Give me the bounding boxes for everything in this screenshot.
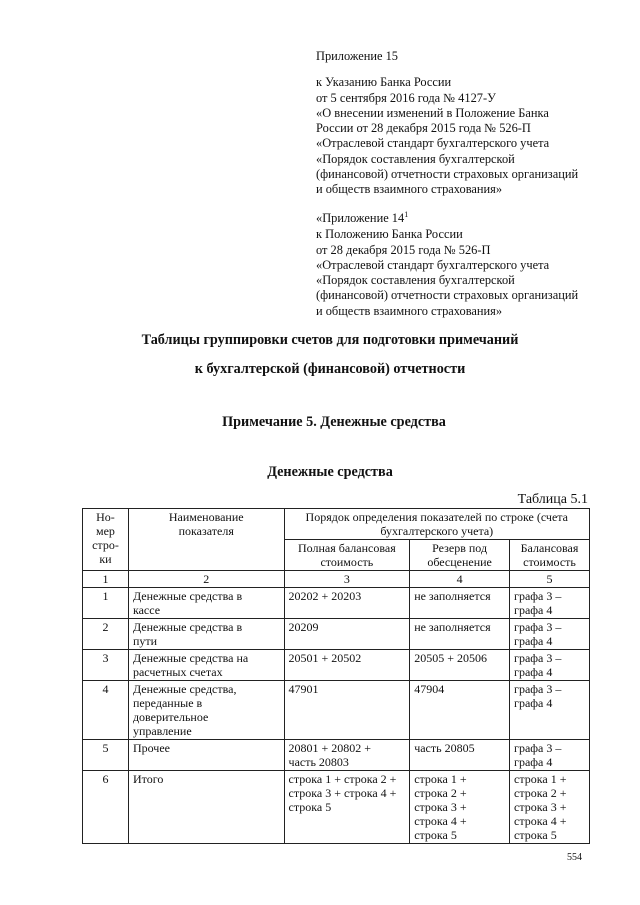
row-full-balance: 20202 + 20203 xyxy=(284,588,410,619)
row-full-balance: 20209 xyxy=(284,619,410,650)
row-number: 1 xyxy=(83,588,129,619)
appendix-line: России от 28 декабря 2015 года № 526-П xyxy=(316,121,531,136)
appendix-14-1-header-text: «Приложение 14 xyxy=(316,211,405,225)
row-reserve: 20505 + 20506 xyxy=(410,650,510,681)
document-title-line-1: Таблицы группировки счетов для подготовки примечаний xyxy=(141,332,519,348)
row-full-balance: 20501 + 20502 xyxy=(284,650,410,681)
appendix-line: «Отраслевой стандарт бухгалтерского учета xyxy=(316,257,550,272)
appendix-line: «Отраслевой стандарт бухгалтерского учета xyxy=(316,136,550,151)
appendix-15-block xyxy=(316,49,606,198)
column-number-row xyxy=(83,571,590,588)
row-full-balance: 47901 xyxy=(284,681,410,740)
row-balance: графа 3 – графа 4 xyxy=(510,619,590,650)
row-name: Денежные средства на расчетных счетах xyxy=(128,650,284,681)
table-title: Денежные средства xyxy=(267,464,393,480)
header-balance: Балансовая стоимость xyxy=(510,540,590,571)
appendix-line: (финансовой) отчетности страховых организаций xyxy=(316,288,579,303)
document-title-line-2: к бухгалтерской (финансовой) отчетности xyxy=(194,361,466,377)
appendix-line: от 5 сентября 2016 года № 4127-У xyxy=(316,90,496,105)
table-row xyxy=(83,740,590,771)
row-name: Итого xyxy=(128,771,284,844)
table-row xyxy=(83,619,590,650)
appendix-line: от 28 декабря 2015 года № 526-П xyxy=(316,242,491,257)
appendix-line: и обществ взаимного страхования» xyxy=(316,303,503,318)
appendix-line: (финансовой) отчетности страховых организаций xyxy=(316,167,579,182)
column-number: 4 xyxy=(410,571,510,588)
row-reserve: строка 1 + строка 2 + строка 3 + строка 4 + строка 5 xyxy=(410,771,510,844)
row-balance: графа 3 – графа 4 xyxy=(510,681,590,740)
row-number: 6 xyxy=(83,771,129,844)
row-reserve: часть 20805 xyxy=(410,740,510,771)
column-number: 5 xyxy=(510,571,590,588)
appendix-line: и обществ взаимного страхования» xyxy=(316,182,503,197)
header-full-balance: Полная балансовая стоимость xyxy=(284,540,410,571)
row-number: 2 xyxy=(83,619,129,650)
table-row xyxy=(83,588,590,619)
cash-table xyxy=(82,508,590,844)
appendix-line: к Положению Банка России xyxy=(316,227,463,242)
row-reserve: 47904 xyxy=(410,681,510,740)
table-row xyxy=(83,771,590,844)
header-indicator-name: Наименование показателя xyxy=(128,509,284,571)
row-number: 4 xyxy=(83,681,129,740)
row-full-balance: строка 1 + строка 2 + строка 3 + строка 4 + строка 5 xyxy=(284,771,410,844)
table-header-row xyxy=(83,509,590,540)
appendix-15-header: Приложение 15 xyxy=(316,49,398,63)
column-number: 1 xyxy=(83,571,129,588)
row-reserve: не заполняется xyxy=(410,619,510,650)
row-name: Денежные средства в кассе xyxy=(128,588,284,619)
row-balance: графа 3 – графа 4 xyxy=(510,650,590,681)
superscript: 1 xyxy=(404,210,409,219)
row-balance: строка 1 + строка 2 + строка 3 + строка 4 + строка 5 xyxy=(510,771,590,844)
row-number: 3 xyxy=(83,650,129,681)
header-row-number: Но- мер стро- ки xyxy=(83,509,129,571)
row-name: Прочее xyxy=(128,740,284,771)
header-reserve: Резерв под обесценение xyxy=(410,540,510,571)
note-title: Примечание 5. Денежные средства xyxy=(222,414,446,430)
appendix-14-1-block xyxy=(316,211,606,319)
header-procedure: Порядок определения показателей по строке (счета бухгалтерского учета) xyxy=(284,509,589,540)
appendix-line: «Порядок составления бухгалтерской xyxy=(316,273,515,288)
row-name: Денежные средства в пути xyxy=(128,619,284,650)
column-number: 3 xyxy=(284,571,410,588)
table-row xyxy=(83,681,590,740)
appendix-line: «О внесении изменений в Положение Банка xyxy=(316,105,549,120)
page-number: 554 xyxy=(567,852,582,863)
appendix-line: «Порядок составления бухгалтерской xyxy=(316,151,515,166)
row-name: Денежные средства, переданные в доверительное управление xyxy=(128,681,284,740)
row-number: 5 xyxy=(83,740,129,771)
row-reserve: не заполняется xyxy=(410,588,510,619)
appendix-line: к Указанию Банка России xyxy=(316,75,452,90)
row-full-balance: 20801 + 20802 + часть 20803 xyxy=(284,740,410,771)
table-row xyxy=(83,650,590,681)
appendix-14-1-header xyxy=(316,211,606,227)
row-balance: графа 3 – графа 4 xyxy=(510,740,590,771)
row-balance: графа 3 – графа 4 xyxy=(510,588,590,619)
table-label: Таблица 5.1 xyxy=(517,492,588,507)
column-number: 2 xyxy=(128,571,284,588)
